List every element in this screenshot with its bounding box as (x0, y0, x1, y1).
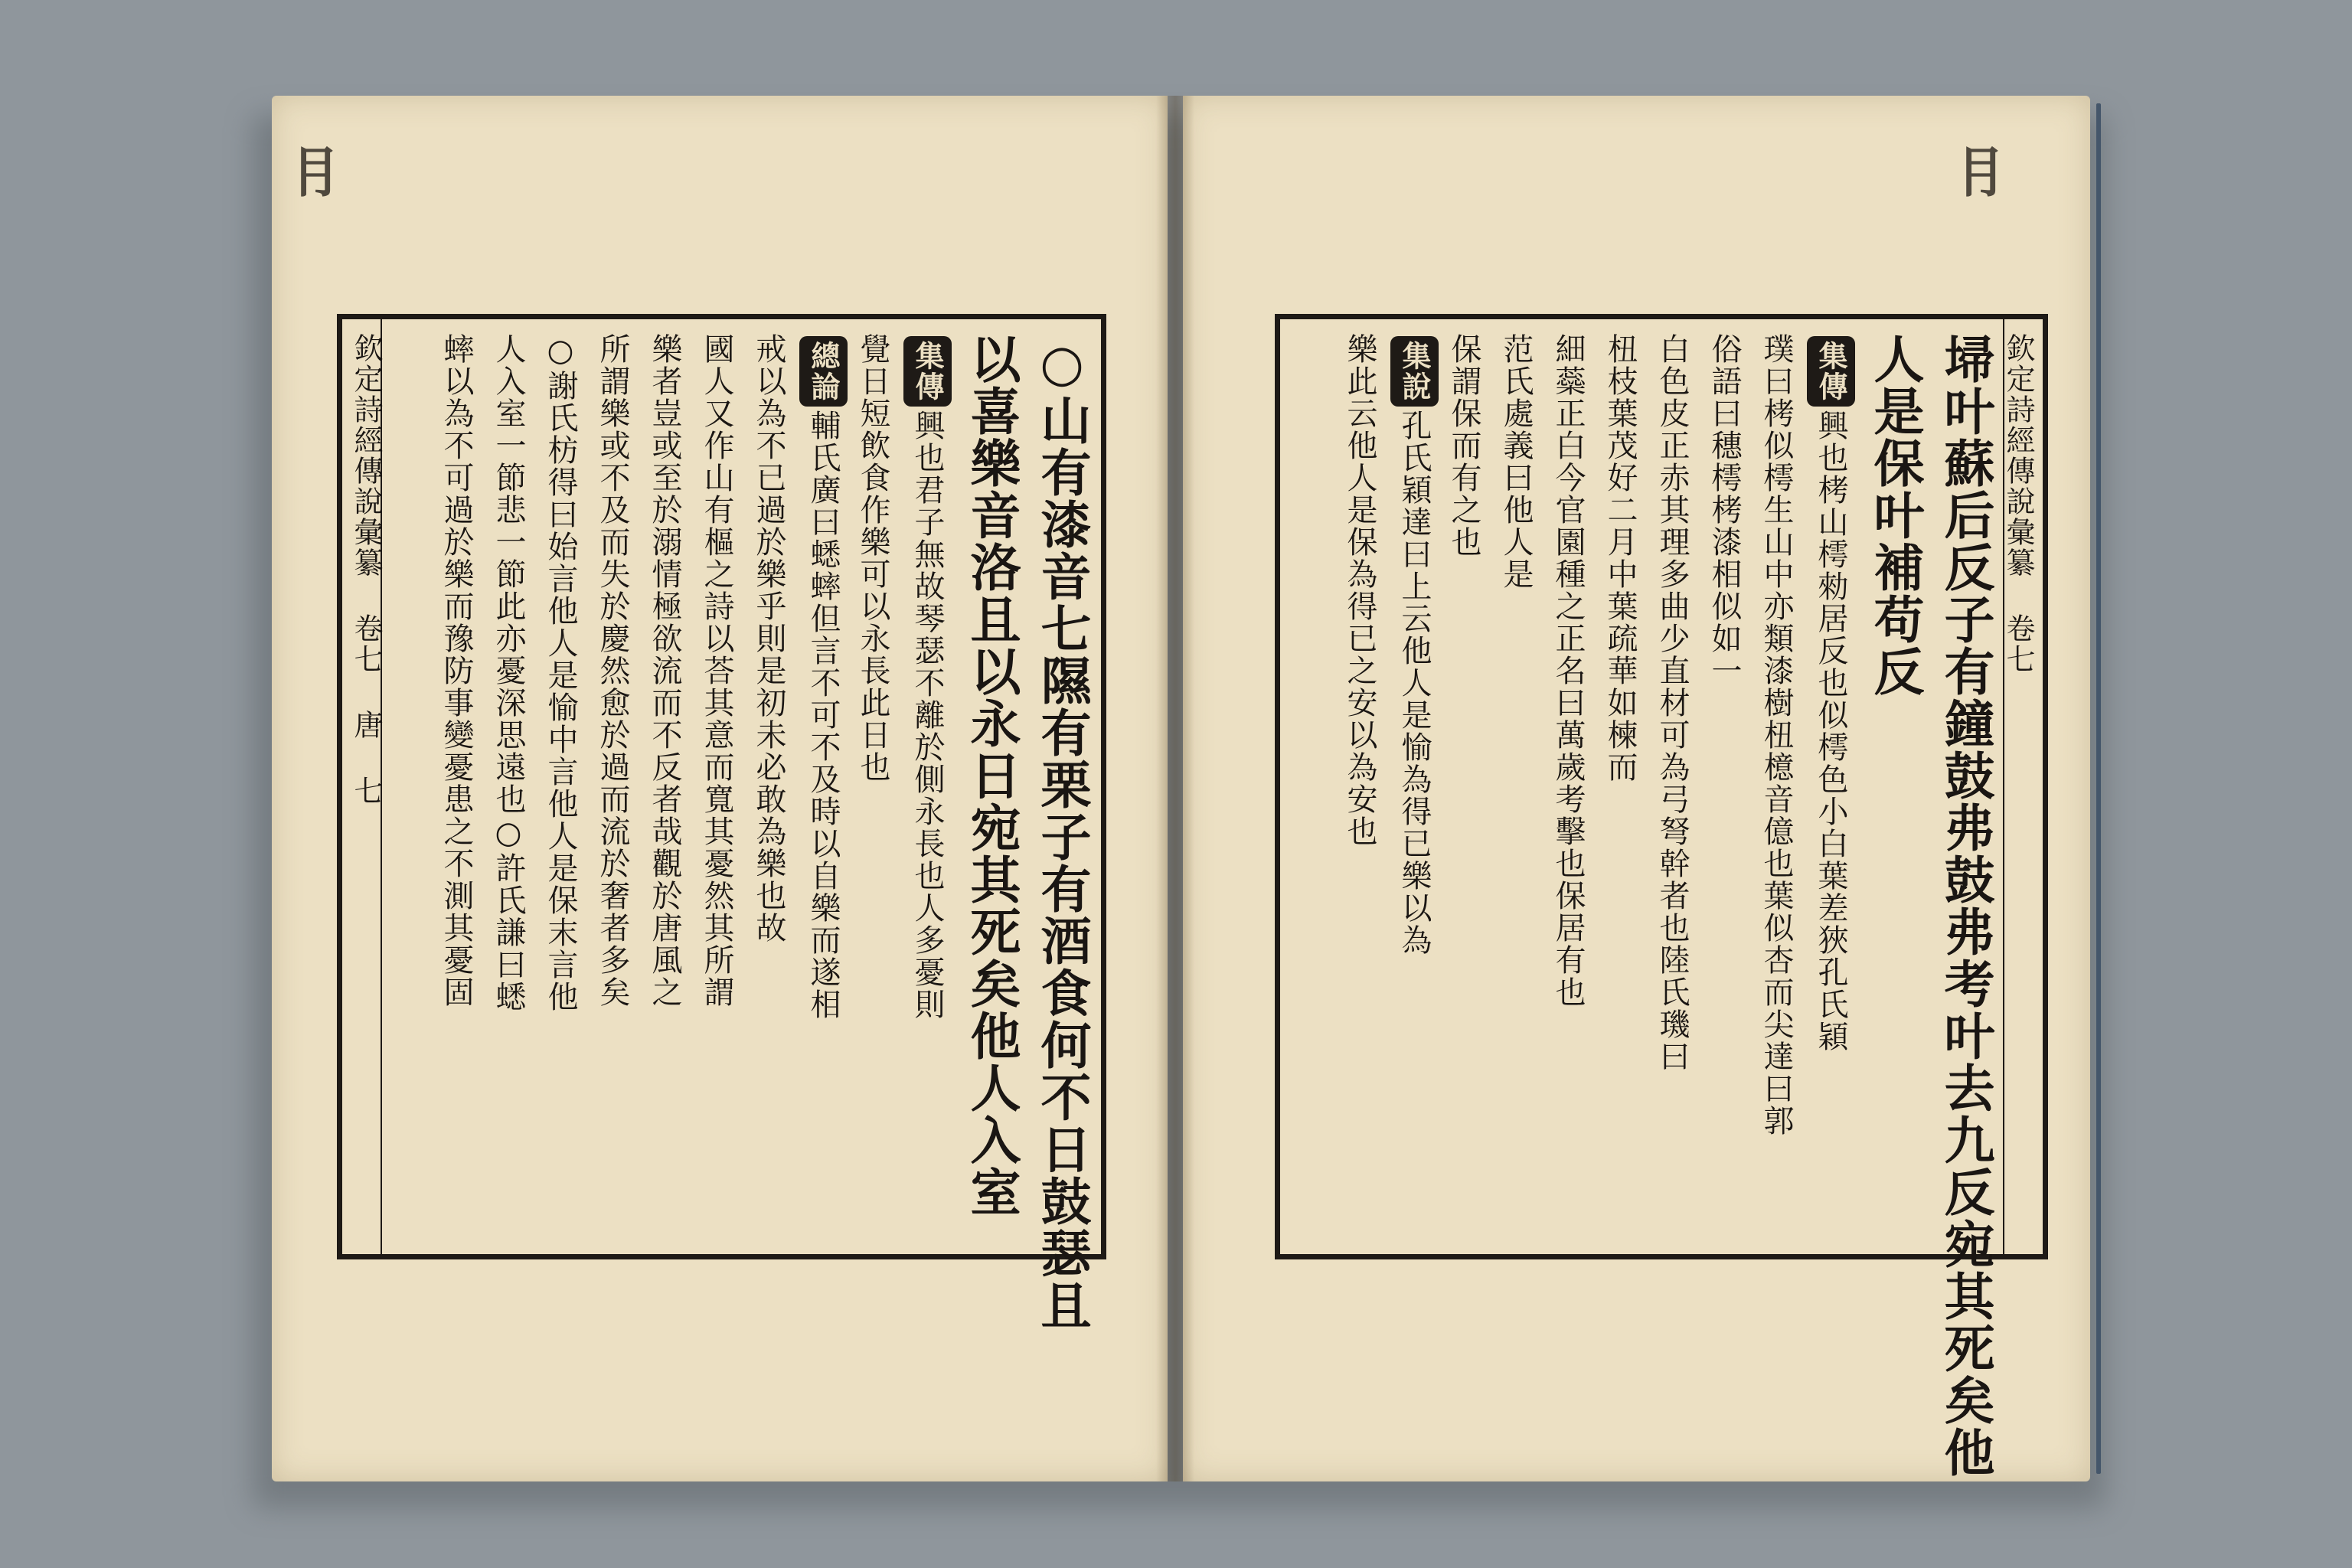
left-column-11 (487, 333, 531, 1240)
column-text: 戒以為不已過於樂乎則是初未必敢為樂也故 (751, 333, 786, 944)
column-text: 杻枝葉茂好二月中葉疏華如楝而 (1602, 333, 1638, 783)
book-edge (2096, 103, 2101, 1474)
ink-mark-left: ⺝ (295, 141, 348, 204)
right-column-12 (1338, 333, 1382, 1240)
left-column-2 (956, 333, 1028, 1240)
margin-title: 欽定詩經傳說彙纂 (349, 333, 383, 578)
left-column-12 (435, 333, 479, 1240)
margin-volume: 卷七 (349, 613, 383, 675)
column-text: 范氏處義曰他人是 (1498, 333, 1534, 590)
column-text: ○謝氏枋得曰始言他人是愉中言他人是保末言他 (543, 333, 578, 1013)
column-text: 埽叶蘇后反子有鐘鼓弗鼓弗考叶去九反宛其死矣他 (1936, 333, 1995, 1478)
column-text: 孔氏穎達曰上云他人是愉為得已樂以為 (1396, 410, 1432, 956)
commentary-seal: 集傳 (1807, 336, 1855, 407)
right-column-1 (1929, 333, 2002, 1478)
left-column-7 (695, 333, 739, 1240)
right-column-11 (1390, 333, 1439, 1240)
margin-folio: 七 (349, 776, 383, 806)
left-column-1 (1026, 333, 1099, 1331)
margin-title: 欽定詩經傳說彙纂 (2001, 333, 2035, 578)
column-text: 興也栲山樗勑居反也似樗色小白葉差狹孔氏穎 (1813, 410, 1848, 1053)
column-text: 輔氏廣曰蟋蟀但言不可不及時以自樂而遂相 (805, 410, 841, 1021)
column-text: ○山有漆音七隰有栗子有酒食何不日鼓瑟且 (1032, 333, 1092, 1331)
column-text: 璞曰栲似樗生山中亦類漆樹杻檍音億也葉似杏而尖達曰郭 (1759, 333, 1794, 1137)
column-text: 樂者豈或至於溺情極欲流而不反者哉觀於唐風之 (647, 333, 682, 1008)
right-column-9 (1494, 333, 1538, 1240)
right-column-10 (1442, 333, 1486, 1240)
column-text: 樂此云他人是保為得已之安以為安也 (1342, 333, 1377, 848)
right-column-6 (1651, 333, 1694, 1240)
right-column-8 (1547, 333, 1590, 1240)
left-margin-title (345, 333, 387, 1240)
right-column-7 (1599, 333, 1642, 1240)
right-margin-title (1998, 333, 2040, 1240)
commentary-seal: 總論 (799, 336, 848, 407)
left-column-6 (747, 333, 791, 1240)
right-column-5 (1703, 333, 1746, 1240)
left-column-5 (799, 333, 848, 1240)
column-text: 人是保叶補苟反 (1865, 333, 1925, 697)
column-text: 覺日短飲食作樂可以永長此日也 (855, 333, 890, 783)
column-text: 蟀以為不可過於樂而豫防事變憂患之不測其憂固 (439, 333, 474, 1008)
ink-mark-right: ⺝ (1960, 141, 2014, 204)
right-column-4 (1755, 333, 1798, 1240)
left-text-frame (337, 314, 1106, 1331)
column-text: 保謂保而有之也 (1446, 333, 1481, 558)
left-column-3 (903, 333, 952, 1240)
commentary-seal: 集說 (1390, 336, 1439, 407)
right-column-2 (1859, 333, 1932, 1240)
right-column-3 (1807, 333, 1855, 1240)
column-text: 所謂樂或不及而失於慶然愈於過而流於奢者多矣 (595, 333, 630, 1008)
column-text: 白色皮正赤其理多曲少直材可為弓弩幹者也陸氏璣曰 (1655, 333, 1690, 1073)
left-column-4 (851, 333, 895, 1240)
column-text: 國人又作山有樞之詩以荅其意而寬其憂然其所謂 (699, 333, 734, 1008)
book-gutter (1156, 96, 1194, 1481)
column-text: 俗語曰穗樗栲漆相似如一 (1707, 333, 1742, 687)
column-text: 人入室一節悲一節此亦憂深思遠也○許氏謙曰蟋 (491, 333, 526, 1013)
column-text: 興也君子無故琴瑟不離於側永長也人多憂則 (910, 410, 945, 1021)
margin-volume: 卷七 (2001, 613, 2035, 675)
column-text: 以喜樂音洛且以永日宛其死矣他人入室 (962, 333, 1021, 1218)
left-column-8 (643, 333, 687, 1240)
commentary-seal: 集傳 (903, 336, 952, 407)
column-text: 細蘂正白今官園種之正名曰萬歲考擊也保居有也 (1550, 333, 1586, 1008)
margin-section: 唐 (349, 710, 383, 740)
left-column-9 (591, 333, 635, 1240)
right-text-frame (1275, 314, 2048, 1478)
left-column-10 (539, 333, 583, 1240)
